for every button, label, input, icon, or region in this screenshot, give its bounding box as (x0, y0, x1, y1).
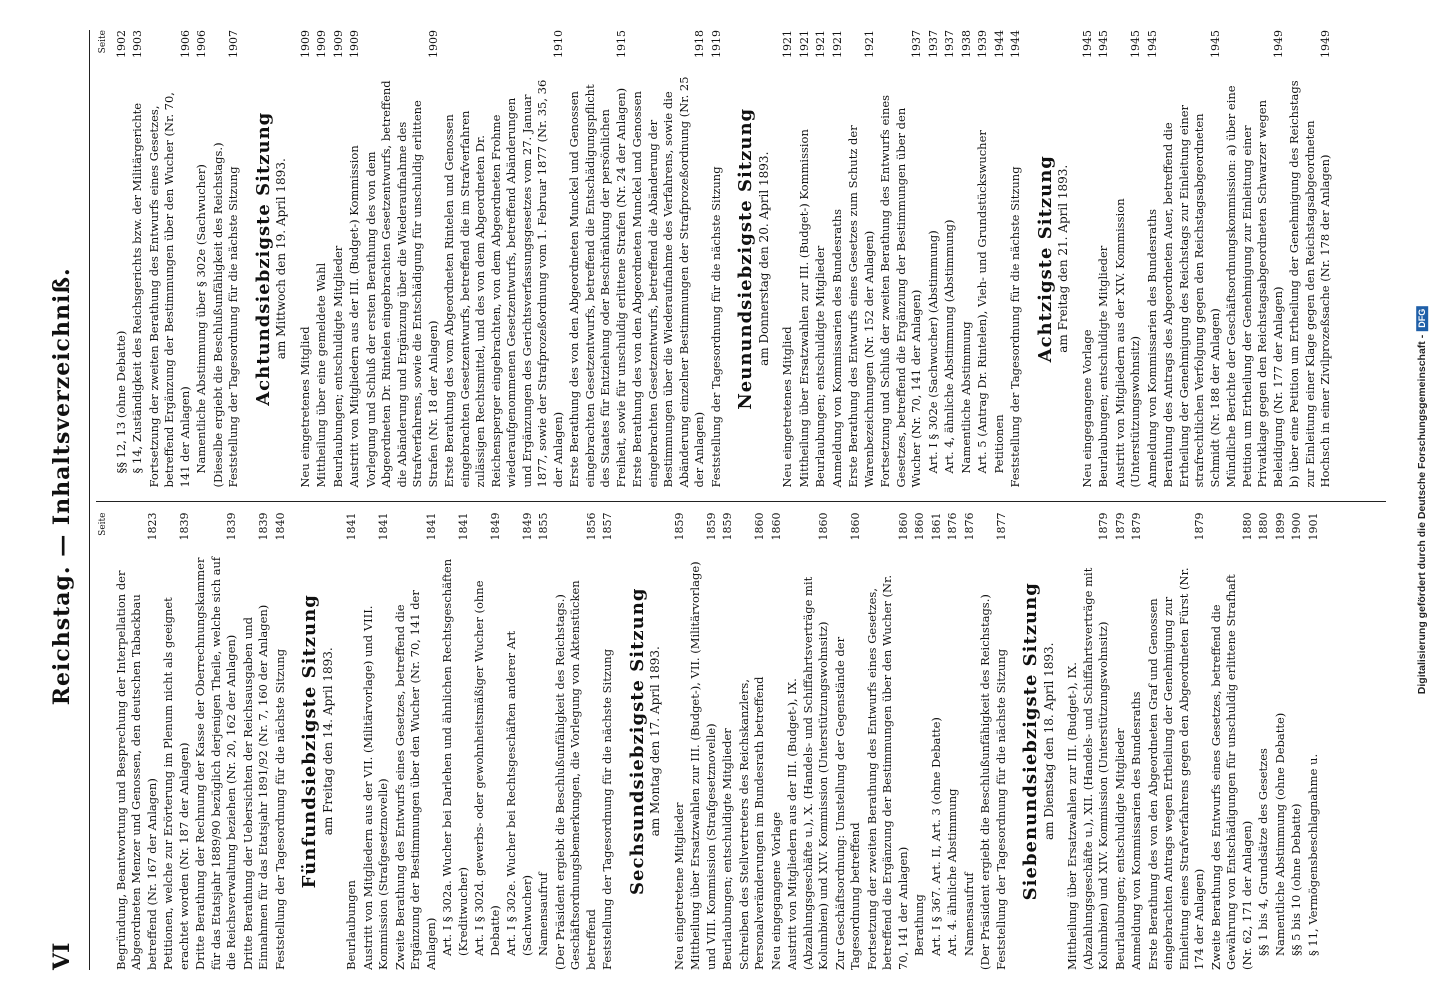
running-head (42, 30, 82, 970)
index-entry (1289, 513, 1305, 971)
index-entry (630, 30, 708, 488)
index-entry-text: Dritte Berathung der Rechnung der Kasse der Oberrechnungskammer für das Etatsjahr 1889/90 bezüglich derjenigen Theile, welche sich auf die Reichsverwaltung beziehen (Nr. 20, 162 der Anlagen) (193, 556, 238, 970)
left-top-entries (114, 513, 289, 971)
index-entry-text: Beurlaubungen; entschuldigte Mitglieder (330, 245, 345, 488)
index-entry (797, 30, 813, 488)
index-entry-page: 1839 (177, 512, 191, 541)
session-entries (780, 30, 1024, 488)
index-entry (347, 30, 363, 488)
index-entry-text: § 11, Vermögensbeschlagnahme u. (1305, 753, 1320, 956)
index-entry (1209, 513, 1256, 971)
index-entry-page: 1841 (345, 512, 358, 541)
index-entry-page: 1921 (797, 30, 811, 58)
index-entry-text: Namentliche Abstimmung (958, 321, 973, 474)
session-title: Achtzigste Sitzung (1034, 155, 1056, 363)
index-entry-page: 1901 (1306, 512, 1320, 541)
index-entry-text: Neu eingetretenes Mitglied (780, 326, 794, 488)
index-entry-page: 1949 (1271, 30, 1285, 58)
index-entry-text: Art. 4. ähnliche Abstimmung (945, 788, 959, 956)
session-title: Sechsundsiebzigste Sitzung (626, 587, 648, 895)
index-entry-page: 1841 (424, 512, 438, 541)
index-entry (393, 513, 440, 971)
index-entry (504, 513, 535, 971)
index-entry-text: Namensaufruf (961, 872, 976, 956)
index-entry (114, 30, 130, 488)
index-entry (361, 513, 392, 971)
session-heading (735, 30, 772, 488)
index-entry-text: Namensaufruf (536, 872, 550, 956)
index-entry-text: Art. I § 302e (Sachwucher) (Abstimmung) (925, 230, 940, 474)
dfg-logo: DFG (1416, 306, 1428, 331)
seite-label: Seite (98, 512, 108, 536)
index-entry (780, 30, 796, 488)
index-entry (737, 513, 768, 971)
session-entries (672, 513, 1010, 971)
index-entry (978, 513, 1009, 971)
index-entry (688, 513, 719, 971)
index-entry (926, 30, 942, 488)
right-top-entries (114, 30, 242, 488)
index-entry (1145, 30, 1161, 488)
index-entry-text: Vorlegung und Schluß der ersten Berathung des von dem Abgeordneten Dr. Rintelen eingebrachten Gesetzentwurfs, betreffend die Abänderung und Ergänzung über die Wiederaufnahme des Strafverfahrens, sowie die Entschädigung für unschuldig erlittene Strafen (Nr. 18 der Anlagen) (363, 80, 440, 488)
index-entry-page: 1860 (913, 512, 926, 541)
index-entry-text: Art. I § 302a. Wucher bei Darlehen und ähnlichen Rechtsgeschäften (Kreditwucher) (440, 558, 470, 956)
index-entry-text: Petitionen, welche zur Erörterung im Plenum nicht als geeignet erachtet worden (Nr. 187 der Anlagen) (161, 597, 191, 970)
index-entry (785, 513, 832, 971)
index-entry (878, 30, 925, 488)
index-entry-text: Beurlaubungen; entschuldigte Mitglieder (813, 245, 827, 488)
index-entry-page: 1860 (753, 512, 766, 541)
index-entry-page: 1879 (1130, 512, 1143, 541)
index-entry-page: 1900 (1290, 512, 1303, 541)
index-entry-page: 1921 (814, 30, 827, 58)
right-column (96, 30, 1386, 490)
index-entry-text: Feststellung der Tagesordnung für die nächste Sitzung (1008, 166, 1022, 488)
index-entry-page: 1909 (426, 30, 440, 58)
index-entry-text: Art. I § 302e. Wucher bei Rechtsgeschäften anderer Art (Sachwucher) (504, 630, 534, 956)
index-entry-page: 1945 (1145, 30, 1159, 58)
index-entry-page: 1915 (614, 30, 628, 58)
index-entry-page: 1859 (721, 512, 734, 541)
session-date: am Freitag den 21. April 1893. (1056, 164, 1070, 353)
left-column (96, 502, 1386, 971)
index-entry-page: 1860 (849, 512, 862, 541)
index-entry (114, 513, 161, 971)
index-entry (1129, 513, 1145, 971)
index-entry-page: 1876 (962, 512, 976, 541)
index-entry (672, 513, 688, 971)
page-title: Reichstag. — Inhaltsverzeichniß. (49, 267, 75, 706)
index-entry-text: Mittheilung über Ersatzwahlen zur III. (Budget-) Kommission (796, 129, 811, 488)
index-entry (553, 513, 600, 971)
index-entry-page: 1879 (1193, 512, 1206, 541)
index-entry-text: Namentliche Abstimmung über § 302e (Sachwucher) (194, 164, 208, 474)
index-entry-text: Dritte Berathung der Uebersichten der Reichsausgaben und Einnahmen für das Etatsjahr 1891/92 (Nr. 7, 160 der Anlagen) (240, 604, 270, 970)
session-entries (1065, 513, 1321, 971)
index-entry-text: Mittheilung über Ersatzwahlen zur III. (Budget-), IX. (Abzahlungsgeschäfte u.), XII. (Handels- und Schiffahrtsverträge mit Kolumbien) und XIV. Kommission (Unterstützungswohnsitz) (1065, 567, 1110, 970)
index-entry (193, 513, 240, 971)
header-rule (89, 30, 90, 970)
index-entry-page: 1907 (227, 30, 240, 58)
index-entry-text: Petitionen (991, 414, 1006, 474)
index-entry-text: Fortsetzung der zweiten Berathung des Entwurfs eines Gesetzes, betreffend Ergänzung der Bestimmungen über den Wucher (Nr. 70, 141 der Anlagen) (146, 92, 192, 488)
index-entry-page: 1944 (992, 30, 1006, 58)
index-entry-page: 1839 (225, 512, 238, 541)
digitization-footer-text-group (1416, 306, 1428, 694)
index-entry-text: Art. 4, ähnliche Abstimmung (Abstimmung) (942, 219, 956, 474)
index-entry (962, 513, 978, 971)
index-entry-page: 1880 (1257, 512, 1270, 541)
index-entry (1080, 30, 1096, 488)
index-entry (440, 513, 471, 971)
index-entry-text: §§ 1 bis 4, Grundsätze des Gesetzes (1256, 748, 1270, 956)
session-date: am Montag den 17. April 1893. (648, 646, 662, 837)
index-entry-page: 1937 (910, 30, 923, 58)
index-entry (929, 513, 945, 971)
index-entry-text: Neu eingegangene Vorlage (768, 811, 783, 970)
session-entries (298, 30, 725, 488)
index-entry-text: b) über eine Petition um Ertheilung der Genehmigung des Reichstags zur Einleitung einer Klage gegen den Reichstagsabgeordneten Hochsch in einer Zivilprozeßsache (Nr. 178 der Anlagen) (1287, 80, 1332, 488)
index-entry-page: 1840 (273, 512, 287, 541)
seite-label: Seite (98, 30, 108, 54)
index-entry (1273, 513, 1289, 971)
index-entry-text: Beurlaubungen; entschuldigte Mitglieder (1112, 728, 1127, 970)
index-entry-page: 1841 (377, 512, 390, 541)
index-entry-page: 1877 (994, 512, 1008, 541)
session-date: am Dienstag den 18. April 1893. (1041, 642, 1056, 840)
index-entry-page: 1855 (537, 512, 550, 541)
index-entry-text: Austritt von Mitgliedern aus der III. (Budget-), IX. (Abzahlungsgeschäfte u.), X. (Handels- und Schiffahrtsverträge mit Kolumbien) und XIV. Kommission (Unterstützungswohnsitz) (785, 576, 830, 970)
index-entry-page: 1909 (331, 30, 345, 58)
index-entry-page: 1919 (709, 30, 723, 58)
index-entry-text: Zweite Berathung des Entwurfs eines Gesetzes, betreffend die Gewährung von Entschädigungen für unschuldig erlittene Strafhaft (Nr. 62, 171 der Anlagen) (1208, 574, 1254, 970)
index-entry-page: 1859 (672, 512, 686, 541)
index-entry (567, 30, 629, 488)
index-entry-text: Fortsetzung und Schluß der zweiten Berathung des Entwurfs eines Gesetzes, betreffend die Ergänzung der Bestimmungen über den Wucher (Nr. 70, 141 der Anlagen) (878, 94, 923, 488)
session-title: Neunundsiebzigste Sitzung (735, 107, 756, 410)
index-entry-page: 1906 (178, 30, 192, 58)
index-entry-page: 1860 (817, 512, 830, 541)
index-entry (992, 30, 1008, 488)
index-entry-text: Art. I § 367. Art. II, Art. 3 (ohne Debatte) (928, 717, 943, 956)
index-entry-text: Beurlaubungen; entschuldigte Mitglieder (1096, 245, 1110, 488)
session-entries (344, 513, 616, 971)
index-entry-text: Austritt von Mitgliedern aus der III. (Budget-) Kommission (347, 145, 361, 488)
index-entry-page: 1949 (1319, 30, 1332, 58)
rotated-printed-page (16, 0, 1416, 1000)
index-entry-text: Namentliche Abstimmung (ohne Debatte) (1272, 712, 1287, 956)
index-entry-page: 1945 (1208, 30, 1222, 58)
index-entry (194, 30, 210, 488)
index-entry (344, 513, 360, 971)
digitization-footer (1414, 0, 1430, 1000)
index-entry (1256, 513, 1272, 971)
index-entry-text: Fortsetzung der zweiten Berathung des Entwurfs eines Gesetzes, betreffend die Ergänzung der Bestimmungen über den Wucher (Nr. 70, 141 der Anlagen) (864, 575, 910, 970)
index-entry (314, 30, 330, 488)
index-entry-text: Feststellung der Tagesordnung für die nächste Sitzung (708, 166, 723, 488)
index-entry-text: §§ 12, 13 (ohne Debatte) (113, 330, 128, 474)
index-entry-text: Mündliche Berichte der Geschäftsordnungskommission: a) über eine Petition um Ertheilung der Genehmigung zur Einleitung einer Privatklage gegen den Reichstagsabgeordneten Schwarzer wegen Beleidigung (Nr. 177 der Anlagen) (1224, 85, 1285, 488)
two-column-body (96, 30, 1386, 970)
index-entry (1065, 513, 1112, 971)
index-entry-page: 1937 (926, 30, 940, 58)
index-entry (472, 513, 503, 971)
session-heading (299, 513, 336, 971)
index-entry-text: Erste Berathung des von den Abgeordneten Munckel und Genossen eingebrachten Gesetzentwurfs, betreffend die Abänderung der Bestimmungen über die Wiederaufnahme des Verfahrens, sowie die Abänderung einzelner Bestimmungen der Strafprozeßordnung (Nr. 25 der Anlagen) (630, 76, 706, 488)
index-entry (1113, 513, 1129, 971)
index-entry (1224, 30, 1286, 488)
index-entry (830, 30, 846, 488)
index-entry-text: §§ 5 bis 10 (ohne Debatte) (1289, 803, 1303, 956)
index-entry (364, 30, 442, 488)
index-entry-text: Berathung des Antrags des Abgeordneten Auer, betreffend die Ertheilung der Genehmigung des Reichstags zur Einleitung einer strafrechtlichen Verfolgung gegen den Reichstagsabgeordneten Schmidt (Nr. 188 der Anlagen) (1161, 104, 1222, 488)
index-entry (846, 30, 877, 488)
index-entry-text: Neu eingetretene Mitglieder (671, 802, 686, 970)
index-entry-page: 1909 (298, 30, 312, 58)
session-heading (1020, 513, 1057, 971)
index-entry-text: Austritt von Mitgliedern aus der XIV. Kommission (Unterstützungswohnsitz) (1112, 198, 1142, 488)
index-entry-text: Zweite Berathung des Entwurfs eines Gesetzes, betreffend die Ergänzung der Bestimmungen über den Wucher (Nr. 70, 141 der Anlagen) (392, 590, 438, 970)
index-entry (442, 30, 566, 488)
index-entry-page: 1841 (456, 512, 470, 541)
index-entry-page: 1876 (946, 512, 959, 541)
index-entry (912, 513, 928, 971)
session-heading (626, 513, 664, 971)
index-entry (1008, 30, 1024, 488)
index-entry (720, 513, 736, 971)
index-entry-page: 1839 (257, 512, 270, 541)
index-entry-page: 1921 (830, 30, 844, 58)
index-entry-page: 1861 (929, 512, 943, 541)
index-entry-text: Erste Berathung des von den Abgeordneten Graf und Genossen eingebrachten Antrags wegen Ertheilung der Genehmigung zur Einleitung eines Strafverfahrens gegen den Abgeordneten Fürst (Nr. 174 der Anlagen) (1145, 567, 1206, 970)
index-entry-page: 1859 (704, 512, 718, 541)
index-entry-text: Zur Geschäftsordnung: Umstellung der Gegenstände der Tagesordnung betreffend (832, 636, 862, 970)
index-entry-page: 1860 (896, 512, 910, 541)
index-entry-page: 1856 (584, 512, 598, 541)
index-entry-text: Neu eingegangene Vorlage (1079, 329, 1094, 488)
index-entry-page: 1918 (693, 30, 706, 58)
index-entry-text: (Der Präsident ergiebt die Beschlußunfähigkeit des Reichstags.) Geschäftsordnungsbemerkungen, die Vorlegung von Aktenstücken betreffend (552, 580, 598, 970)
digitization-note: Digitalisierung gefördert durch die Deutsche Forschungsgemeinschaft - (1416, 334, 1429, 695)
index-entry-text: Erste Berathung des vom Abgeordneten Rintelen und Genossen eingebrachten Gesetzentwurfs, betreffend die im Strafverfahren zulässigen Rechtsmittel, und des von dem Abgeordneten Dr. Reichensperger eingebrachten, von dem Abgeordneten Frohme wiederaufgenommenen Gesetzentwurfs, betreffend Abänderungen und Ergänzungen des Gerichtsverfassungsgesetzes vom 27. Januar 1877, sowie der Strafprozeßordnung vom 1. Februar 1877 (Nr. 35, 36 der Anlagen) (442, 79, 565, 488)
index-entry (298, 30, 314, 488)
index-entry (600, 513, 616, 971)
index-entry (1096, 30, 1112, 488)
index-entry (1161, 30, 1223, 488)
index-entry-page: 1849 (488, 512, 502, 541)
index-entry-page: 1909 (315, 30, 328, 58)
index-entry-text: Art. 5 (Antrag Dr. Rintelen), Vieh- und Grundstückswucher (975, 130, 989, 474)
session-heading (1034, 30, 1072, 488)
index-entry-text: Austritt von Mitgliedern aus der VII. (Militärvorlage) und VIII. Kommission (Strafgesetznovelle) (360, 605, 390, 970)
index-entry-page: 1903 (131, 30, 144, 58)
index-entry-page: 1879 (1113, 512, 1127, 541)
index-entry-page: 1899 (1273, 512, 1287, 541)
session-title: Achtundsiebzigste Sitzung (252, 111, 274, 406)
session-title: Siebenundsiebzigste Sitzung (1020, 582, 1041, 901)
index-entry-page: 1921 (781, 30, 794, 58)
session-date: am Freitag den 14. April 1893. (320, 647, 335, 836)
index-entry (942, 30, 958, 488)
index-entry (865, 513, 912, 971)
index-entry-text: Mittheilung über eine gemeldete Wahl (314, 262, 328, 488)
index-entry-text: Erste Berathung des Entwurfs eines Gesetzes zum Schutz der Warenbezeichnungen (Nr. 152 der Anlagen) (846, 125, 876, 488)
index-entry-page: 1945 (1129, 30, 1142, 58)
index-entry (1306, 513, 1322, 971)
session-title: Fünfundsiebzigste Sitzung (299, 594, 320, 889)
index-entry-text: (Der Präsident ergiebt die Beschlußunfähigkeit des Reichstags.) Feststellung der Tagesordnung für die nächste Sitzung (978, 594, 1008, 970)
session-entries (1080, 30, 1334, 488)
page-number: VI (49, 942, 75, 970)
index-entry (813, 30, 829, 488)
index-entry (959, 30, 975, 488)
index-entry-page: 1939 (976, 30, 989, 58)
index-entry-page: 1849 (520, 512, 534, 541)
index-entry-text: Begründung, Beantwortung und Besprechung der Interpellation der Abgeordneten Menzer und Genossen, den deutschen Tabackbau betreffend (Nr. 167 der Anlagen) (113, 570, 159, 970)
index-entry (536, 513, 552, 971)
index-entry-page: 1937 (943, 30, 956, 58)
index-entry-page: 1860 (769, 512, 783, 541)
index-entry-text: Schreiben des Stellvertreters des Reichskanzlers, Personalveränderungen im Bundesrath betreffend (736, 676, 766, 970)
index-entry-page: 1879 (1097, 512, 1110, 541)
index-entry-page: 1906 (195, 30, 208, 58)
index-entry (1113, 30, 1144, 488)
index-entry-text: Anmeldung von Kommissarien des Bundesraths (1144, 208, 1159, 488)
index-entry (130, 30, 146, 488)
index-entry-page: 1902 (114, 30, 128, 58)
index-entry-text: Neu eingetretenes Mitglied (297, 326, 312, 488)
index-entry-text: Feststellung der Tagesordnung für die nächste Sitzung (600, 648, 614, 970)
index-entry (331, 30, 347, 488)
index-entry-page: 1909 (348, 30, 361, 58)
index-entry (241, 513, 272, 971)
index-entry (161, 513, 192, 971)
index-entry (833, 513, 864, 971)
index-entry-text: Feststellung der Tagesordnung für die nächste Sitzung (272, 648, 287, 970)
session-date: am Donnerstag den 20. April 1893. (756, 151, 771, 366)
index-entry (769, 513, 785, 971)
index-entry-text: Erste Berathung des von den Abgeordneten Munckel und Genossen eingebrachten Gesetzentwurfs, betreffend die Entschädigungspflicht des Staates für Entziehung oder Beschränkung der persönlichen Freiheit, sowie für unschuldig erlittene Strafen (Nr. 24 der Anlagen) (567, 84, 628, 488)
index-entry-page: 1945 (1097, 30, 1110, 58)
index-entry-text: Beurlaubungen; entschuldigte Mitglieder (720, 728, 734, 970)
index-entry (273, 513, 289, 971)
index-entry-page: 1921 (862, 30, 876, 58)
index-entry-text: Mittheilung über Ersatzwahlen zur III. (Budget-), VII. (Militärvorlage) und VIII. Kommission (Strafgesetznovelle) (688, 561, 718, 970)
index-entry-text: Anmeldung von Kommissarien des Bundesraths (1129, 691, 1143, 970)
index-entry-text: Anmeldung von Kommissarien des Bundesraths (829, 208, 844, 488)
index-entry-page: 1945 (1080, 30, 1094, 58)
session-date: am Mittwoch den 19. April 1893. (274, 158, 288, 360)
index-entry (147, 30, 194, 488)
index-entry (211, 30, 242, 488)
session-heading (252, 30, 290, 488)
index-entry-text: Beurlaubungen (344, 880, 358, 970)
index-entry-page: 1857 (601, 512, 614, 541)
index-entry-text: § 14, Zuständigkeit des Reichsgerichts bzw. der Militärgerichte (130, 102, 144, 474)
index-entry (1287, 30, 1334, 488)
index-entry-page: 1823 (145, 512, 159, 541)
index-entry-page: 1938 (959, 30, 973, 58)
index-entry-page: 1880 (1240, 512, 1254, 541)
index-entry-text: (Dieselbe ergiebt die Beschlußunfähigkeit des Reichstags.) Feststellung der Tagesordnung für die nächste Sitzung (210, 142, 240, 488)
index-entry (975, 30, 991, 488)
index-entry-page: 1944 (1009, 30, 1022, 58)
index-entry-text: Art. I § 302d. gewerbs- oder gewohnheitsmäßiger Wucher (ohne Debatte) (472, 580, 502, 956)
index-entry-text: Berathung (912, 894, 926, 956)
index-entry-page: 1910 (551, 30, 565, 58)
index-entry (945, 513, 961, 971)
index-entry (1146, 513, 1208, 971)
index-entry (709, 30, 725, 488)
